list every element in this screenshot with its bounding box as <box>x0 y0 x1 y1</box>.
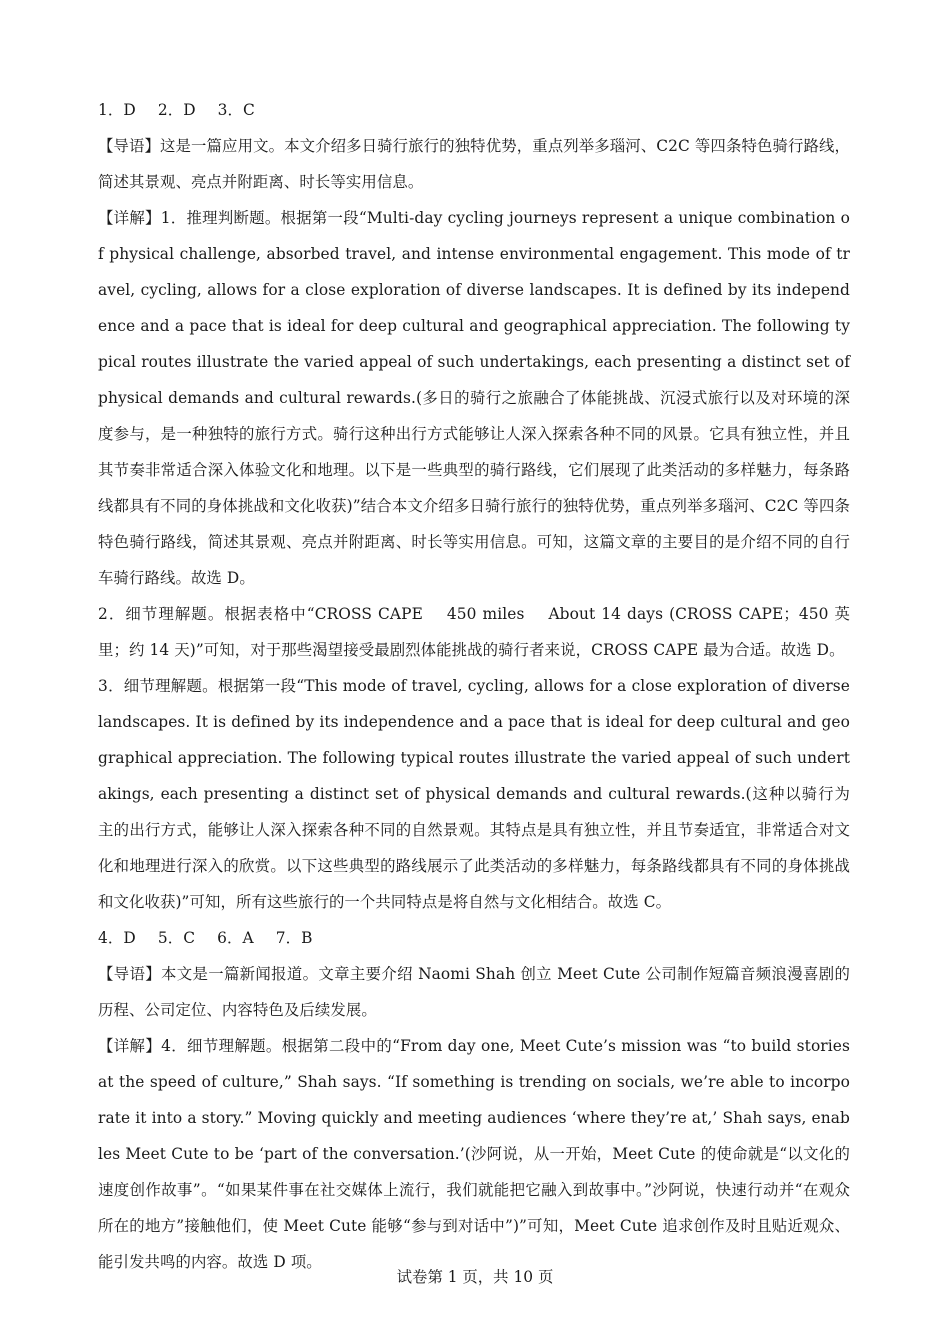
intro-paragraph-2: 【导语】本文是一篇新闻报道。文章主要介绍 Naomi Shah 创立 Meet Cute 公司制作短篇音频浪漫喜剧的历程、公司定位、内容特色及后续发展。 <box>98 965 850 1019</box>
document-body <box>98 92 850 1280</box>
answer-item: 5．C <box>157 929 196 947</box>
intro-paragraph-1: 【导语】这是一篇应用文。本文介绍多日骑行旅行的独特优势，重点列举多瑙河、C2C 等四条特色骑行路线，简述其景观、亮点并附距离、时长等实用信息。 <box>98 137 850 191</box>
page-footer: 试卷第 1 页，共 10 页 <box>396 1268 554 1286</box>
answer-item: 2．D <box>157 101 196 119</box>
detail-paragraph-4: 【详解】4．细节理解题。根据第二段中的“From day one, Meet Cute’s mission was “to build stories at the speed of culture,” Shah says. “If something is trending on socials, we’re able to incorporate it into a story.” Moving quickly and meeting audiences ‘where they’re at,’ Shah says, enables Meet Cute to be ‘part of the conversation.’(沙阿说，从一开始，Meet Cute 的使命就是“以文化的速度创作故事”。“如果某件事在社交媒体上流行，我们就能把它融入到故事中。”沙阿说，快速行动并“在观众所在的地方”接触他们，使 Meet Cute 能够“参与到对话中”)”可知，Meet Cute 追求创作及时且贴近观众、能引发共鸣的内容。故选 D 项。 <box>98 1037 850 1271</box>
answer-item: 4．D <box>98 929 136 947</box>
answer-line-2 <box>98 920 850 956</box>
answer-item: 3．C <box>217 101 255 119</box>
detail-paragraph-2: 2．细节理解题。根据表格中“CROSS CAPE 450 miles About 14 days (CROSS CAPE；450 英里；约 14 天)”可知，对于那些渴望接受最剧烈体能挑战的骑行者来说，CROSS CAPE 最为合适。故选 D。 <box>98 605 850 659</box>
answer-item: 1．D <box>98 101 136 119</box>
detail-paragraph-1: 【详解】1．推理判断题。根据第一段“Multi-day cycling journeys represent a unique combination of physical challenge, absorbed travel, and intense environmental engagement. This mode of travel, cycling, allows for a close exploration of diverse landscapes. It is defined by its independence and a pace that is ideal for deep cultural and geographical appreciation. The following typical routes illustrate the varied appeal of such undertakings, each presenting a distinct set of physical demands and cultural rewards.(多日的骑行之旅融合了体能挑战、沉浸式旅行以及对环境的深度参与，是一种独特的旅行方式。骑行这种出行方式能够让人深入探索各种不同的风景。它具有独立性，并且其节奏非常适合深入体验文化和地理。以下是一些典型的骑行路线，它们展现了此类活动的多样魅力，每条路线都具有不同的身体挑战和文化收获)”结合本文介绍多日骑行旅行的独特优势，重点列举多瑙河、C2C 等四条特色骑行路线，简述其景观、亮点并附距离、时长等实用信息。可知，这篇文章的主要目的是介绍不同的自行车骑行路线。故选 D。 <box>98 209 850 587</box>
answer-item: 7．B <box>275 929 313 947</box>
answer-item: 6．A <box>217 929 254 947</box>
detail-paragraph-3: 3．细节理解题。根据第一段“This mode of travel, cycling, allows for a close exploration of diverse landscapes. It is defined by its independence and a pace that is ideal for deep cultural and geographical appreciation. The following typical routes illustrate the varied appeal of such undertakings, each presenting a distinct set of physical demands and cultural rewards.(这种以骑行为主的出行方式，能够让人深入探索各种不同的自然景观。其特点是具有独立性，并且节奏适宜，非常适合对文化和地理进行深入的欣赏。以下这些典型的路线展示了此类活动的多样魅力，每条路线都具有不同的身体挑战和文化收获)”可知，所有这些旅行的一个共同特点是将自然与文化相结合。故选 C。 <box>98 677 850 911</box>
answer-line-1 <box>98 92 850 128</box>
